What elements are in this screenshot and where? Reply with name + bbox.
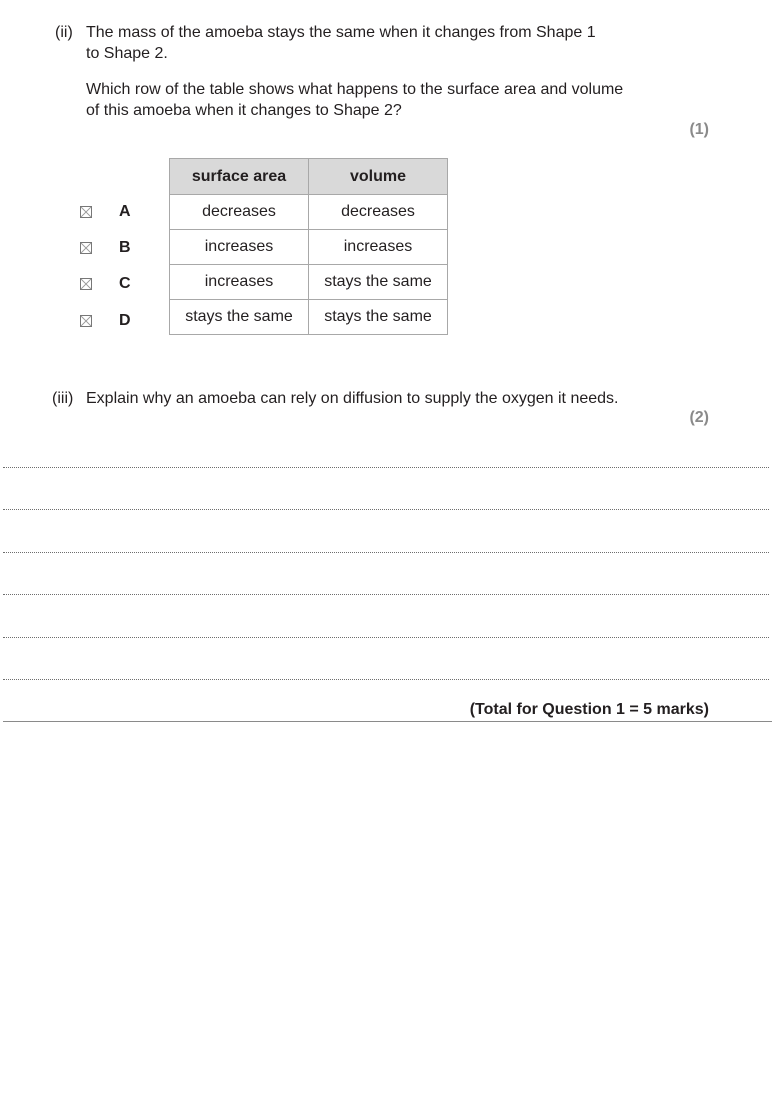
checkbox-option-b[interactable] xyxy=(80,242,92,254)
cell-surface-area: stays the same xyxy=(170,300,309,335)
checkbox-option-c[interactable] xyxy=(80,278,92,290)
part-iii-question: Explain why an amoeba can rely on diffusion to supply the oxygen it needs. xyxy=(86,390,619,407)
option-b[interactable] xyxy=(80,238,131,258)
cell-surface-area: increases xyxy=(170,265,309,300)
part-ii-number: (ii) xyxy=(55,24,73,41)
answer-line[interactable] xyxy=(3,467,769,468)
cell-surface-area: increases xyxy=(170,230,309,265)
option-d[interactable] xyxy=(80,311,131,331)
part-ii-statement-line1: The mass of the amoeba stays the same when it changes from Shape 1 xyxy=(86,24,596,41)
part-ii-question-line1: Which row of the table shows what happens to the surface area and volume xyxy=(86,81,624,98)
answer-line[interactable] xyxy=(3,552,769,553)
table-row xyxy=(170,300,448,335)
answer-line[interactable] xyxy=(3,509,769,510)
part-iii-number: (iii) xyxy=(52,390,74,407)
part-iii-marks: (2) xyxy=(689,409,709,426)
cell-surface-area: decreases xyxy=(170,195,309,230)
answer-line[interactable] xyxy=(3,637,769,638)
option-a-letter: A xyxy=(119,203,131,220)
part-ii-statement-line2: to Shape 2. xyxy=(86,45,168,62)
table-row xyxy=(170,265,448,300)
table-row xyxy=(170,195,448,230)
table-row xyxy=(170,230,448,265)
cell-volume: stays the same xyxy=(309,300,448,335)
cell-volume: stays the same xyxy=(309,265,448,300)
answer-line[interactable] xyxy=(3,594,769,595)
answer-line[interactable] xyxy=(3,679,769,680)
option-c-letter: C xyxy=(119,275,131,292)
cell-volume: increases xyxy=(309,230,448,265)
options-table xyxy=(169,158,448,335)
cell-volume: decreases xyxy=(309,195,448,230)
header-surface-area: surface area xyxy=(170,159,309,195)
header-volume: volume xyxy=(309,159,448,195)
checkbox-option-a[interactable] xyxy=(80,206,92,218)
part-ii-question-line2: of this amoeba when it changes to Shape 2? xyxy=(86,102,402,119)
checkbox-option-d[interactable] xyxy=(80,315,92,327)
option-a[interactable] xyxy=(80,202,131,222)
part-ii-marks: (1) xyxy=(689,121,709,138)
divider xyxy=(3,721,772,722)
option-b-letter: B xyxy=(119,239,131,256)
option-c[interactable] xyxy=(80,274,131,294)
total-marks: (Total for Question 1 = 5 marks) xyxy=(469,701,709,718)
option-d-letter: D xyxy=(119,312,131,329)
